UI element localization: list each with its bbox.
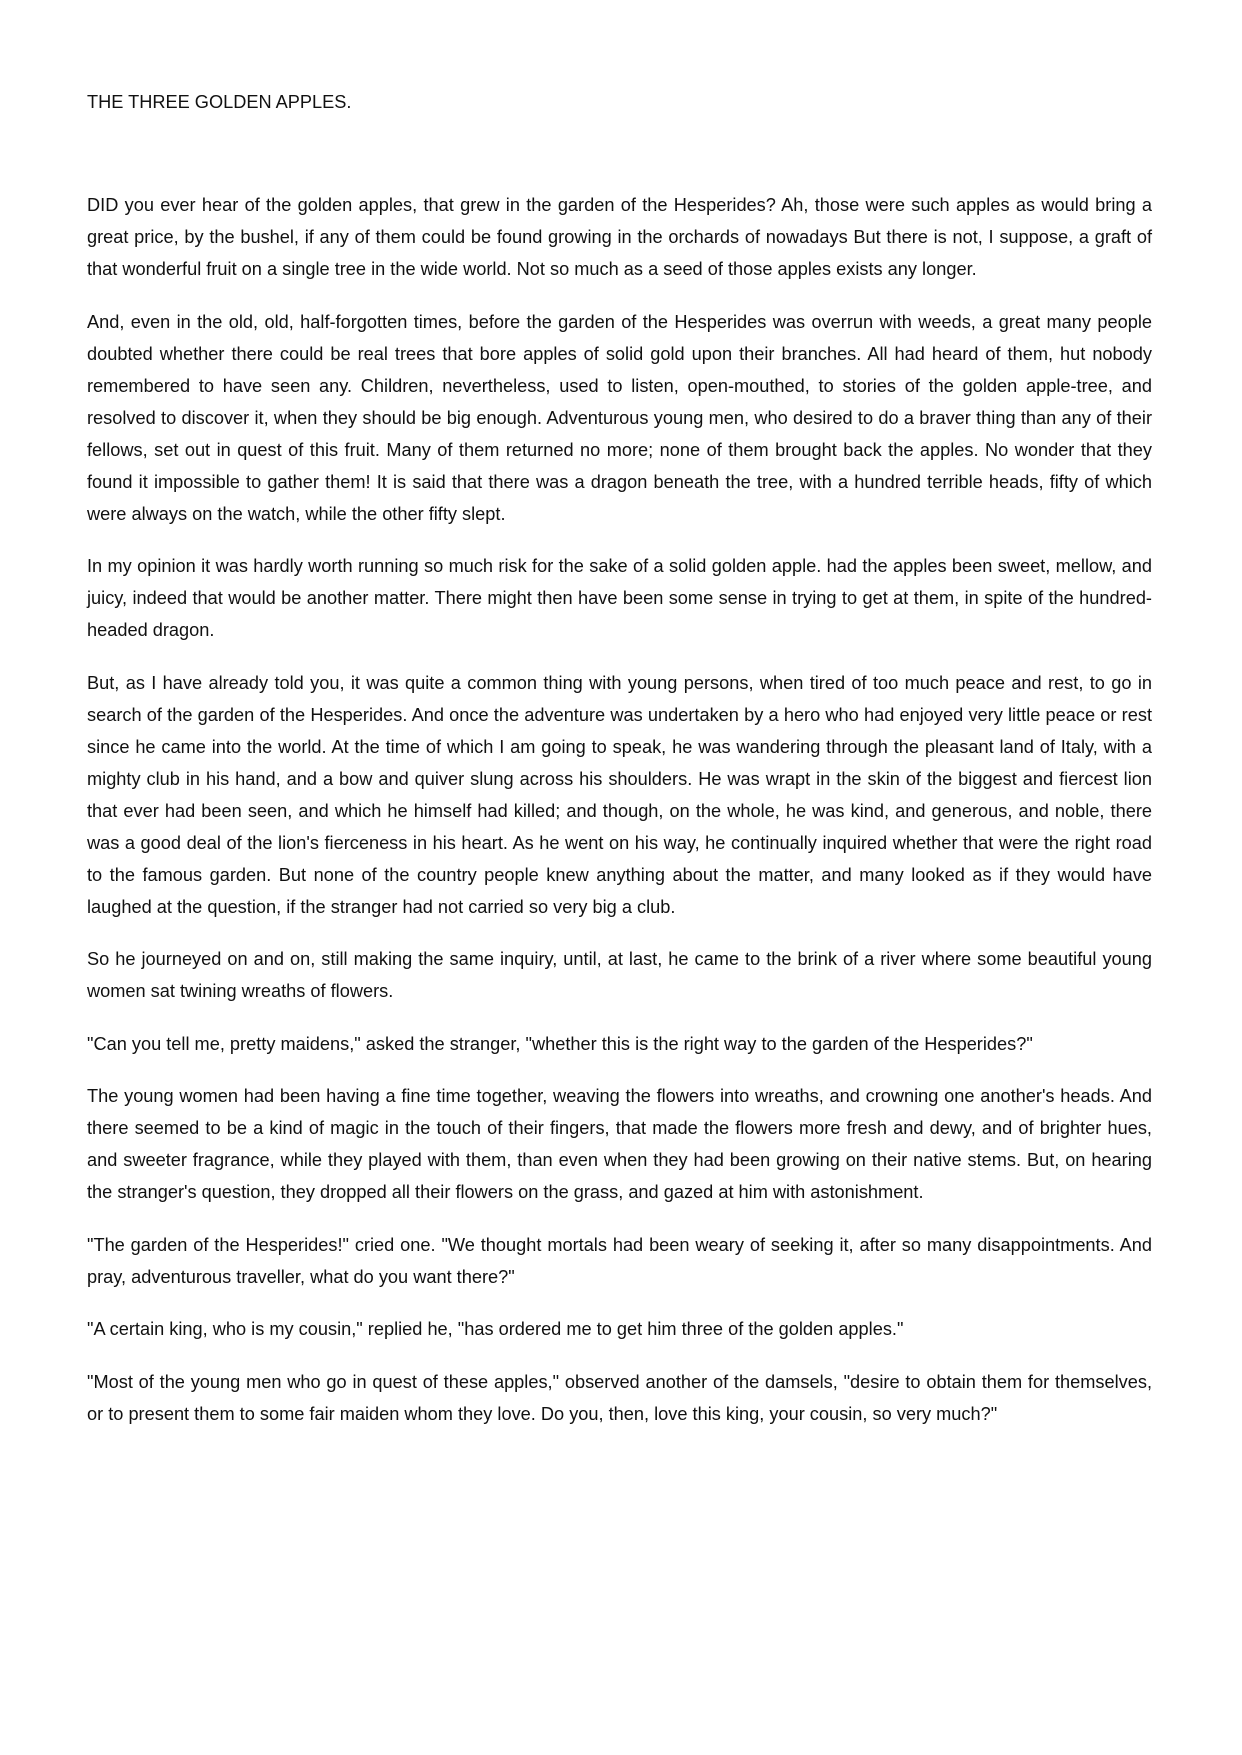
paragraph: "Most of the young men who go in quest of these apples," observed another of the damsels, "desire to obtain them for themselves, or to present them to some fair maiden whom they love. Do you, then, love this king, your cousin, so very much?" <box>87 1371 1152 1424</box>
paragraph: DID you ever hear of the golden apples, that grew in the garden of the Hesperides? Ah, those were such apples as would bring a great price, by the bushel, if any of them could be found growing in the orchards of nowadays But there is not, I suppose, a graft of that wonderful fruit on a single tree in the wide world. Not so much as a seed of those apples exists any longer. <box>87 195 1152 279</box>
paragraph: In my opinion it was hardly worth running so much risk for the sake of a solid golden apple. had the apples been sweet, mellow, and juicy, indeed that would be another matter. There might then have been some sense in trying to get at them, in spite of the hundred-headed dragon. <box>87 556 1152 640</box>
paragraph: "A certain king, who is my cousin," replied he, "has ordered me to get him three of the golden apples." <box>87 1319 904 1339</box>
paragraph: But, as I have already told you, it was quite a common thing with young persons, when tired of too much peace and rest, to go in search of the garden of the Hesperides. And once the adventure was undertaken by a hero who had enjoyed very little peace or rest since he came into the world. At the time of which I am going to speak, he was wandering through the pleasant land of Italy, with a mighty club in his hand, and a bow and quiver slung across his shoulders. He was wrapt in the skin of the biggest and fiercest lion that ever had been seen, and which he himself had killed; and though, on the whole, he was kind, and generous, and noble, there was a good deal of the lion's fierceness in his heart. As he went on his way, he continually inquired whether that were the right road to the famous garden. But none of the country people knew anything about the matter, and many looked as if they would have laughed at the question, if the stranger had not carried so very big a club. <box>87 672 1152 917</box>
paragraph: So he journeyed on and on, still making the same inquiry, until, at last, he came to the brink of a river where some beautiful young women sat twining wreaths of flowers. <box>87 949 1152 1001</box>
paragraph: "The garden of the Hesperides!" cried one. "We thought mortals had been weary of seeking it, after so many disappointments. And pray, adventurous traveller, what do you want there?" <box>87 1234 1152 1287</box>
paragraph: The young women had been having a fine time together, weaving the flowers into wreaths, and crowning one another's heads. And there seemed to be a kind of magic in the touch of their fingers, that made the flowers more fresh and dewy, and of brighter hues, and sweeter fragrance, while they played with them, than even when they had been growing on their native stems. But, on hearing the stranger's question, they dropped all their flowers on the grass, and gazed at him with astonishment. <box>87 1086 1152 1202</box>
document-title: THE THREE GOLDEN APPLES. <box>87 92 352 112</box>
paragraph: And, even in the old, old, half-forgotten times, before the garden of the Hesperides was overrun with weeds, a great many people doubted whether there could be real trees that bore apples of solid gold upon their branches. All had heard of them, hut nobody remembered to have seen any. Children, nevertheless, used to listen, open-mouthed, to stories of the golden apple-tree, and resolved to discover it, when they should be big enough. Adventurous young men, who desired to do a braver thing than any of their fellows, set out in quest of this fruit. Many of them returned no more; none of them brought back the apples. No wonder that they found it impossible to gather them! It is said that there was a dragon beneath the tree, with a hundred terrible heads, fifty of which were always on the watch, while the other fifty slept. <box>87 311 1152 524</box>
document-body <box>87 189 1152 1450</box>
paragraph: "Can you tell me, pretty maidens," asked the stranger, "whether this is the right way to the garden of the Hesperides?" <box>87 1033 1033 1054</box>
